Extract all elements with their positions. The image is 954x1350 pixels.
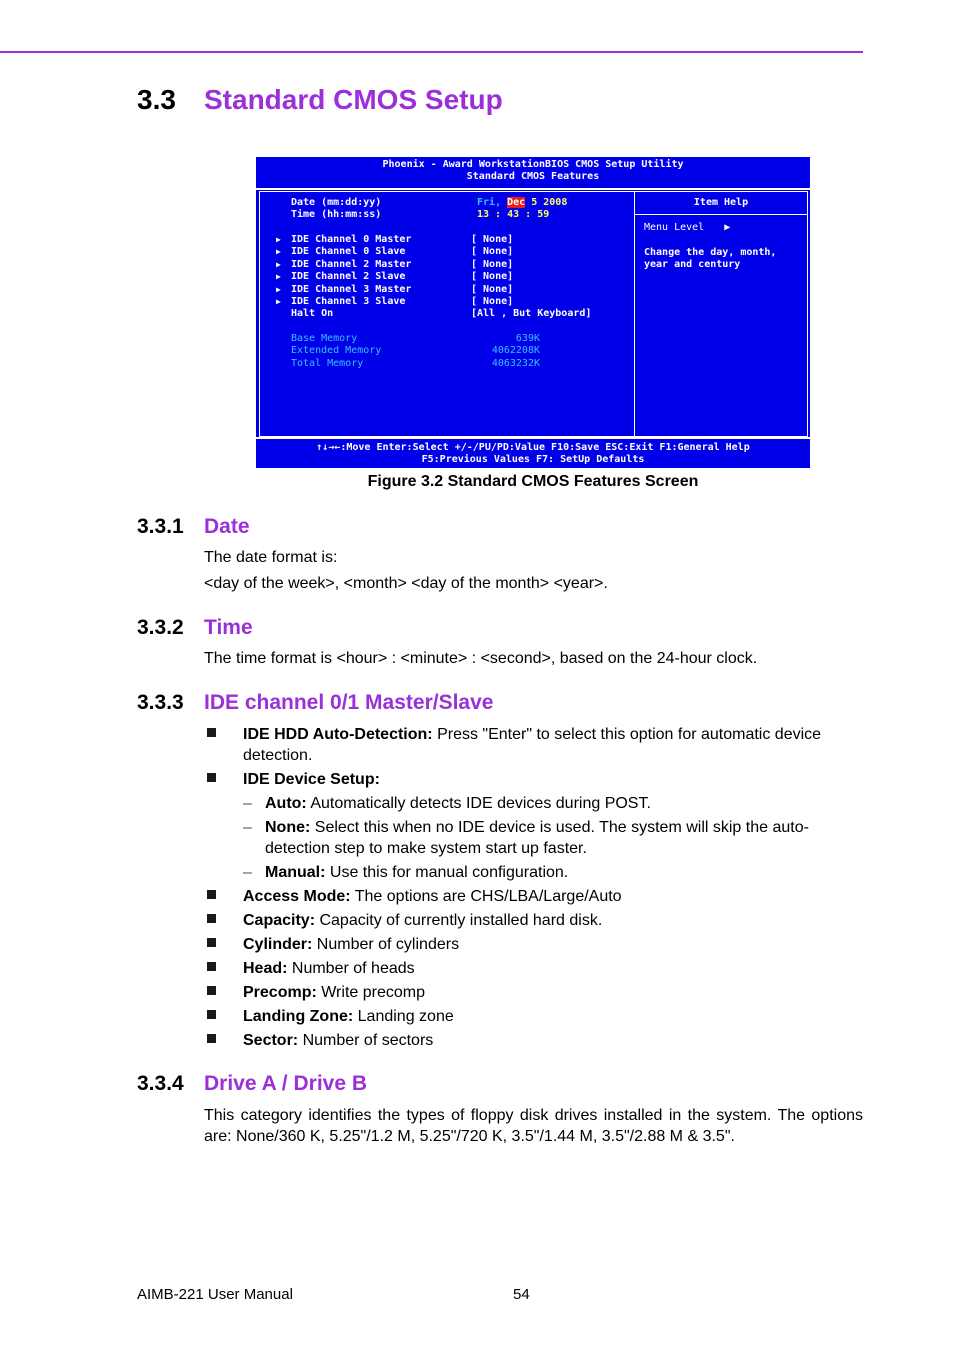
square-bullet-icon bbox=[207, 1010, 216, 1019]
square-bullet-icon bbox=[207, 938, 216, 947]
date-value[interactable] bbox=[477, 197, 567, 209]
list-item-text: Sector: Number of sectors bbox=[243, 1032, 434, 1049]
square-bullet-icon bbox=[207, 728, 216, 737]
date-label: Date (mm:dd:yy) bbox=[291, 197, 382, 208]
ide-channel-label[interactable]: IDE Channel 0 Master bbox=[291, 234, 412, 245]
dash-bullet-icon: – bbox=[243, 795, 252, 812]
square-bullet-icon bbox=[207, 986, 216, 995]
ide-channel-label[interactable]: IDE Channel 2 Slave bbox=[291, 271, 406, 283]
subsection-title: Time bbox=[204, 616, 253, 639]
play-arrow-icon: ▶ bbox=[276, 284, 281, 294]
dash-bullet-icon: – bbox=[243, 819, 252, 836]
bios-settings-panel bbox=[259, 191, 635, 437]
sub-list-item-text: Manual: Use this for manual configuration. bbox=[265, 864, 569, 881]
ide-channel-label[interactable]: IDE Channel 3 Slave bbox=[291, 296, 406, 307]
memory-label: Base Memory bbox=[291, 333, 358, 344]
bios-screen bbox=[256, 157, 810, 468]
ide-channel-value: [ None] bbox=[471, 271, 514, 283]
memory-value: 4062208K bbox=[491, 345, 540, 357]
bios-header bbox=[256, 157, 810, 190]
date-day: Fri, bbox=[477, 197, 502, 208]
subsection-number: 3.3.4 bbox=[137, 1072, 184, 1095]
sub-list-item-text: None: Select this when no IDE device is used. The system will skip the auto-detection step to make system start up faster. bbox=[265, 819, 809, 857]
key-legend-line-2: F5:Previous Values F7: SetUp Defaults bbox=[421, 454, 645, 465]
list-item-text: IDE Device Setup: bbox=[243, 771, 380, 788]
subsection-number: 3.3.3 bbox=[137, 691, 184, 714]
ide-channel-value: [ None] bbox=[471, 283, 514, 295]
subsection-number: 3.3.2 bbox=[137, 616, 184, 639]
memory-label: Extended Memory bbox=[291, 345, 382, 357]
square-bullet-icon bbox=[207, 890, 216, 899]
key-legend-line-1: ↑↓→←:Move Enter:Select +/-/PU/PD:Value F10:Save ESC:Exit F1:General Help bbox=[316, 442, 750, 453]
ide-channel-label[interactable]: IDE Channel 2 Master bbox=[291, 258, 412, 270]
subsection-title: Date bbox=[204, 515, 250, 538]
list-item-text: Capacity: Capacity of currently installed hard disk. bbox=[243, 912, 603, 929]
play-arrow-icon: ▶ bbox=[724, 222, 731, 233]
memory-value: 4063232K bbox=[491, 357, 540, 369]
subsection-heading-drive bbox=[137, 1072, 367, 1096]
list-item-text: Head: Number of heads bbox=[243, 960, 415, 977]
ide-channel-value: [ None] bbox=[471, 258, 514, 270]
list-item-text: Cylinder: Number of cylinders bbox=[243, 936, 460, 953]
help-menu-level-label: Menu Level bbox=[644, 222, 705, 233]
ide-channel-value: [ None] bbox=[471, 246, 514, 258]
subsection-heading-ide bbox=[137, 691, 493, 715]
page-number: 54 bbox=[513, 1286, 530, 1303]
halt-on-value[interactable]: [All , But Keyboard] bbox=[471, 308, 592, 319]
help-text-line-2: year and century bbox=[644, 259, 741, 270]
subsection-heading-time bbox=[137, 616, 253, 640]
play-arrow-icon: ▶ bbox=[276, 235, 281, 244]
footer-manual-name: AIMB-221 User Manual bbox=[137, 1286, 293, 1303]
date-month: Dec bbox=[507, 197, 526, 208]
bios-header-title: Phoenix - Award WorkstationBIOS CMOS Setup Utility bbox=[382, 159, 684, 170]
dash-bullet-icon: – bbox=[243, 864, 252, 881]
help-menu-level bbox=[644, 222, 730, 234]
play-arrow-icon: ▶ bbox=[276, 272, 281, 282]
bios-header-subtitle: Standard CMOS Features bbox=[466, 171, 600, 182]
play-arrow-icon: ▶ bbox=[276, 259, 281, 269]
list-item-text: Landing Zone: Landing zone bbox=[243, 1008, 454, 1025]
date-paragraph-2: <day of the week>, <month> <day of the month> <year>. bbox=[204, 575, 608, 592]
subsection-number: 3.3.1 bbox=[137, 515, 184, 538]
section-number: 3.3 bbox=[137, 84, 176, 115]
ide-channel-label[interactable]: IDE Channel 0 Slave bbox=[291, 246, 406, 258]
subsection-heading-date bbox=[137, 515, 250, 539]
subsection-title: IDE channel 0/1 Master/Slave bbox=[204, 691, 494, 714]
header-rule bbox=[0, 51, 863, 53]
item-help-title: Item Help bbox=[635, 192, 807, 215]
memory-label: Total Memory bbox=[291, 357, 364, 369]
time-value[interactable]: 13 : 43 : 59 bbox=[477, 209, 550, 220]
date-paragraph-1: The date format is: bbox=[204, 549, 338, 566]
section-title: Standard CMOS Setup bbox=[204, 84, 503, 115]
list-item-text: Precomp: Write precomp bbox=[243, 984, 425, 1001]
ide-channel-value: [ None] bbox=[471, 234, 514, 245]
play-arrow-icon: ▶ bbox=[276, 247, 281, 257]
date-rest: 5 2008 bbox=[531, 197, 568, 208]
square-bullet-icon bbox=[207, 1034, 216, 1043]
drive-paragraph: This category identifies the types of floppy disk drives installed in the system. The options are: None/360 K, 5.25"/1.2 M, 5.25"/720 K, 3.5"/1.44 M, 3.5"/2.88 M & 3.5". bbox=[204, 1107, 863, 1145]
ide-channel-label[interactable]: IDE Channel 3 Master bbox=[291, 283, 412, 295]
section-heading bbox=[137, 84, 503, 116]
play-arrow-icon: ▶ bbox=[276, 297, 281, 306]
bios-key-legend bbox=[256, 437, 810, 468]
time-paragraph: The time format is <hour> : <minute> : <second>, based on the 24-hour clock. bbox=[204, 650, 758, 667]
subsection-title: Drive A / Drive B bbox=[204, 1072, 368, 1095]
square-bullet-icon bbox=[207, 914, 216, 923]
item-help-panel bbox=[634, 191, 808, 437]
memory-value: 639K bbox=[515, 333, 540, 344]
list-item-text: IDE HDD Auto-Detection: Press "Enter" to select this option for automatic device detection. bbox=[243, 726, 822, 764]
help-text-line-1: Change the day, month, bbox=[644, 247, 777, 258]
time-label: Time (hh:mm:ss) bbox=[291, 209, 382, 220]
list-item-text: Access Mode: The options are CHS/LBA/Large/Auto bbox=[243, 888, 622, 905]
figure-caption: Figure 3.2 Standard CMOS Features Screen bbox=[367, 473, 699, 490]
halt-on-label: Halt On bbox=[291, 308, 334, 319]
square-bullet-icon bbox=[207, 962, 216, 971]
square-bullet-icon bbox=[207, 773, 216, 782]
ide-channel-value: [ None] bbox=[471, 296, 514, 307]
sub-list-item-text: Auto: Automatically detects IDE devices during POST. bbox=[265, 795, 651, 812]
